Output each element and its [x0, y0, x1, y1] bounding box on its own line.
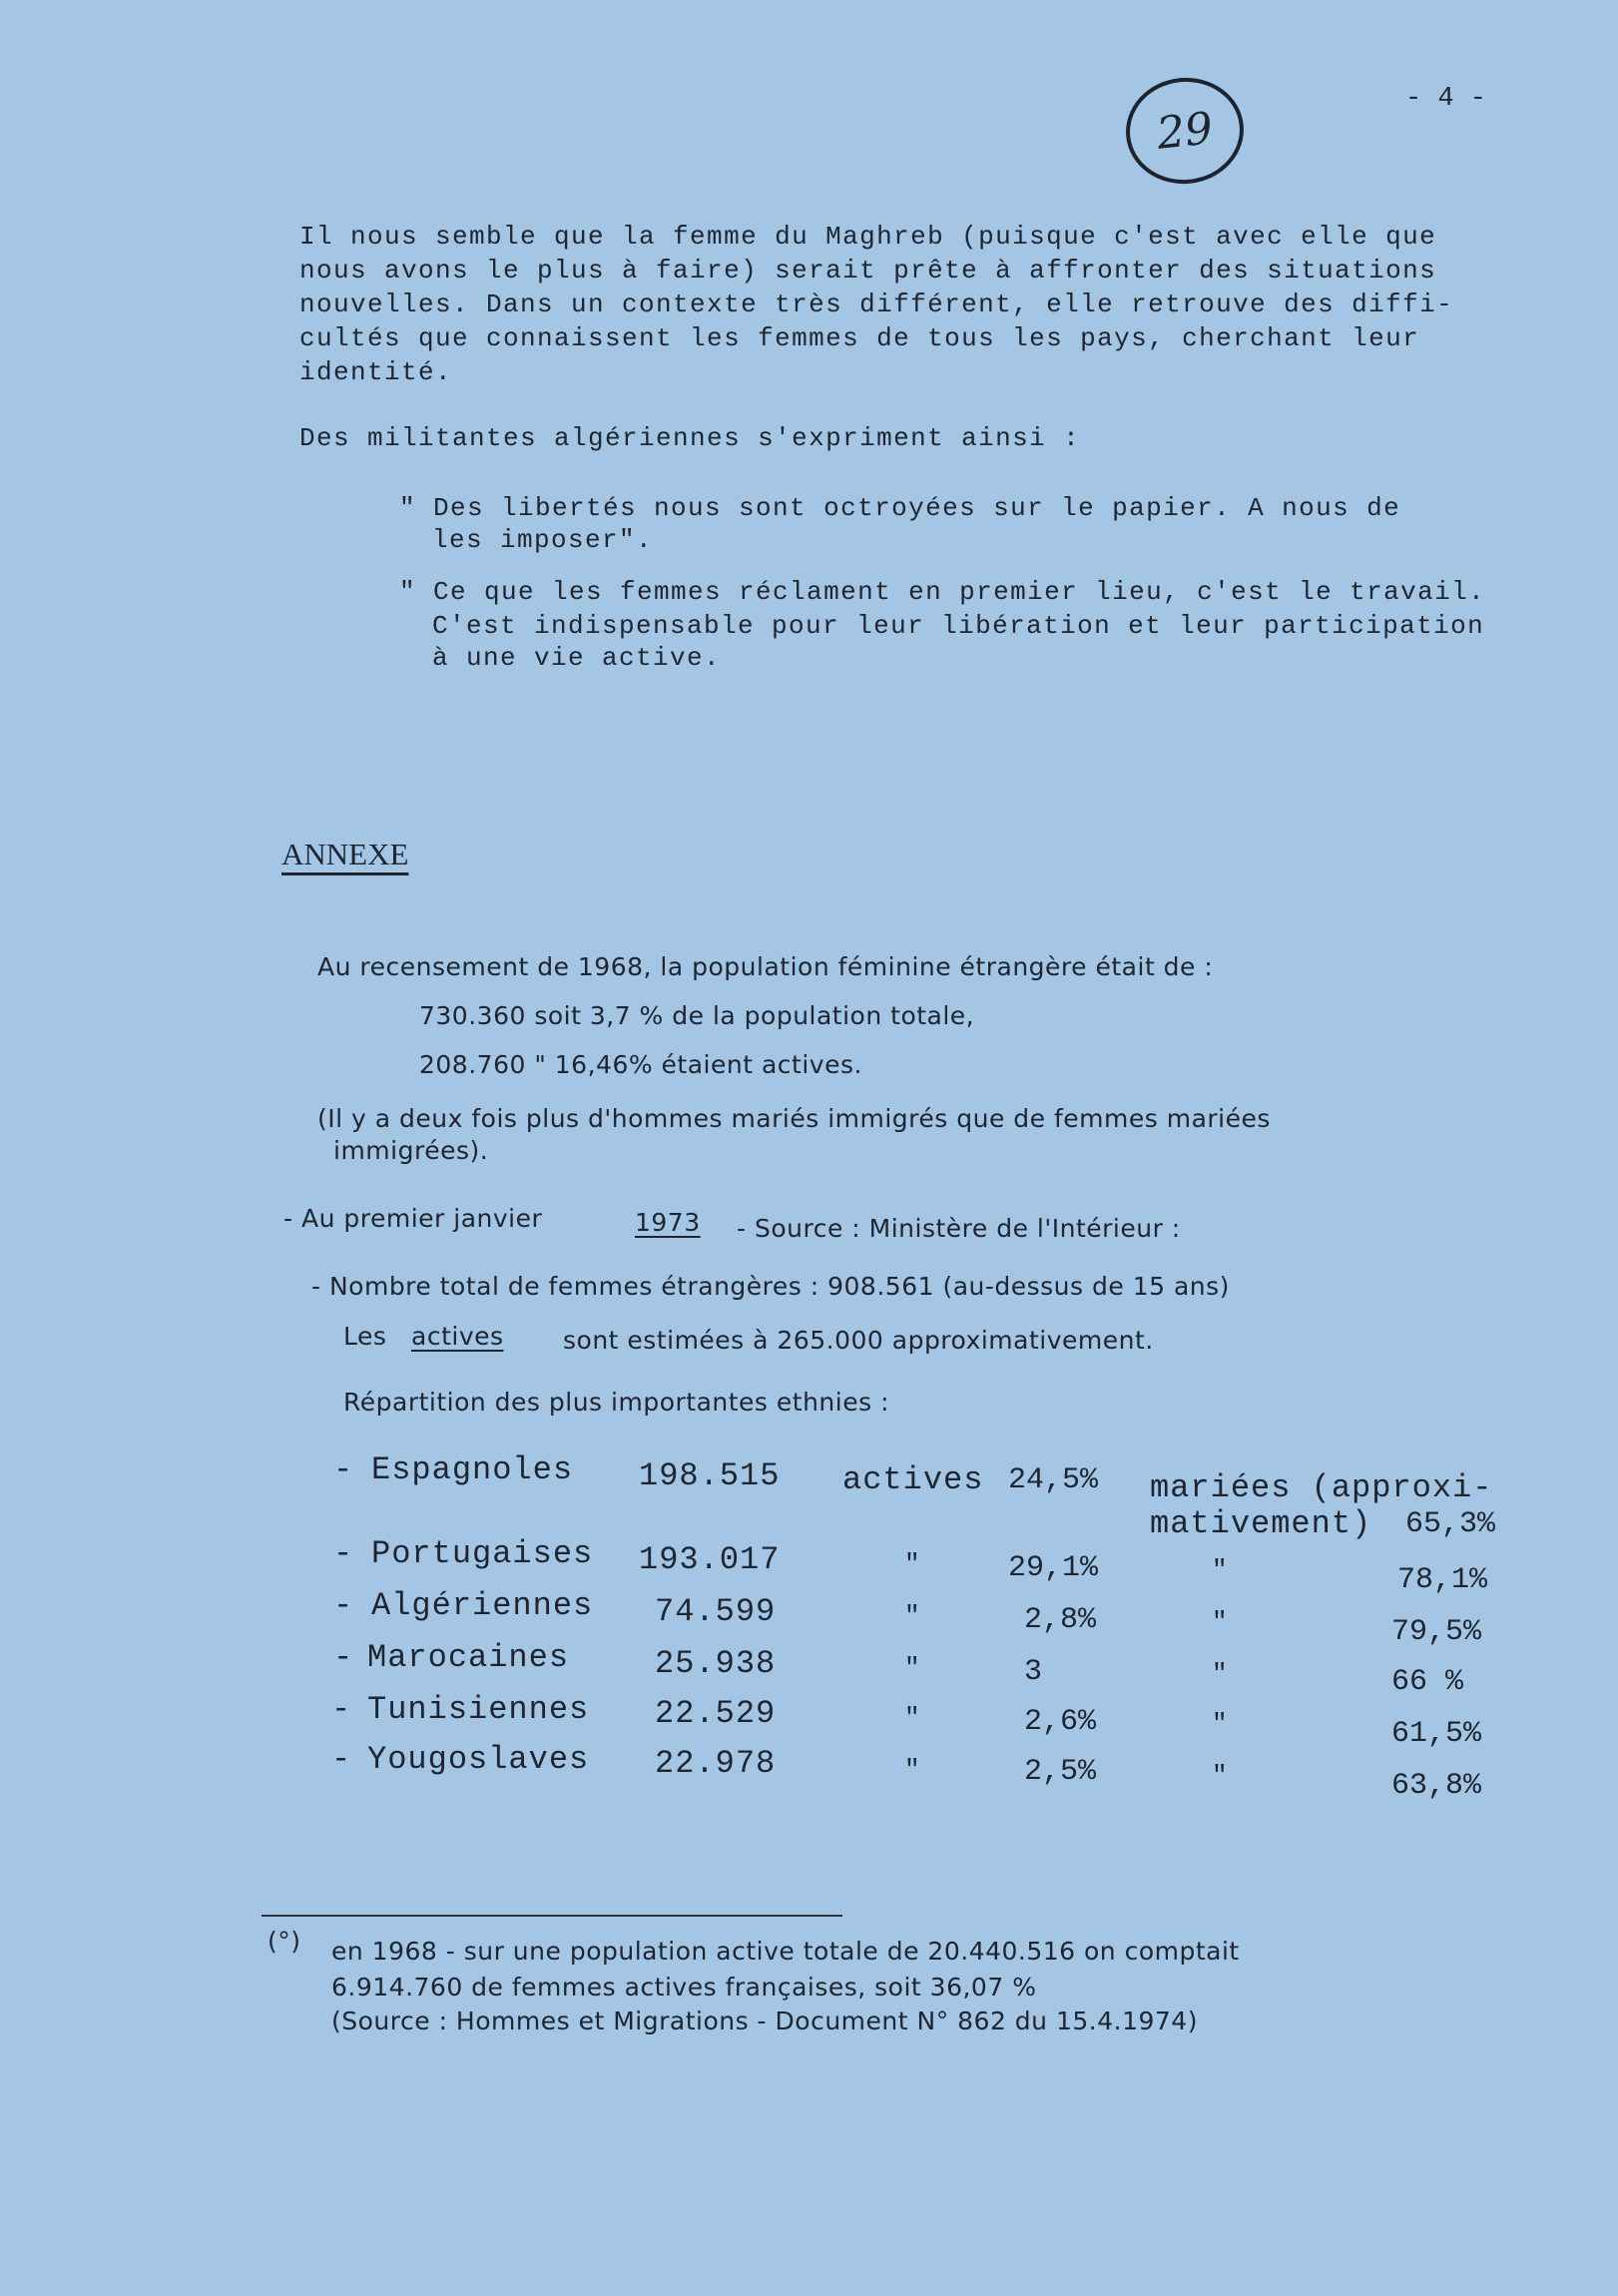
actives-pct: 2,6% [1024, 1705, 1097, 1739]
ethnie-count: 25.938 [655, 1645, 777, 1682]
actives-prefix: Les [343, 1322, 387, 1351]
ditto-mark: " [1212, 1709, 1228, 1739]
quote-line: C'est indispensable pour leur libération et leur participation [432, 611, 1485, 641]
ditto-mark: " [904, 1755, 920, 1785]
intro-line: nouvelles. Dans un contexte très différent, elle retrouve des diffi- [299, 289, 1454, 319]
mariees-pct: 79,5% [1391, 1615, 1482, 1649]
intro-line: nous avons le plus à faire) serait prête à affronter des situations [299, 256, 1437, 286]
row-dash: - [331, 1691, 352, 1728]
married-note-line: (Il y a deux fois plus d'hommes mariés immigrés que de femmes mariées [317, 1104, 1271, 1133]
actives-pct: 2,8% [1024, 1603, 1097, 1637]
mariees-pct: 78,1% [1397, 1563, 1488, 1597]
mariees-header-2: mativement) [1150, 1505, 1372, 1542]
ditto-mark: " [904, 1653, 920, 1683]
ethnie-count: 198.515 [639, 1457, 781, 1494]
footnote-line: 6.914.760 de femmes actives françaises, soit 36,07 % [331, 1973, 1037, 2002]
mariees-header-1: mariées (approxi- [1150, 1469, 1493, 1506]
page-number: - 4 - [1405, 84, 1487, 114]
ditto-mark: " [1212, 1659, 1228, 1689]
footnote-line: en 1968 - sur une population active totale de 20.440.516 on comptait [331, 1937, 1240, 1966]
intro-line: Il nous semble que la femme du Maghreb (puisque c'est avec elle que [299, 222, 1437, 252]
intro-line: cultés que connaissent les femmes de tous les pays, cherchant leur [299, 323, 1420, 353]
ditto-mark: " [1212, 1555, 1228, 1585]
annexe-heading: ANNEXE [281, 837, 409, 871]
ethnie-name: Yougoslaves [367, 1741, 590, 1778]
census-active: 208.760 " 16,46% étaient actives. [419, 1050, 862, 1079]
repartition-title: Répartition des plus importantes ethnies : [343, 1388, 889, 1417]
ditto-mark: " [1212, 1761, 1228, 1791]
ethnie-name: Tunisiennes [367, 1691, 590, 1728]
married-note-line: immigrées). [333, 1136, 489, 1165]
mariees-pct: 61,5% [1391, 1717, 1482, 1751]
total-women: - Nombre total de femmes étrangères : 908.561 (au-dessus de 15 ans) [311, 1272, 1230, 1301]
quote-line: " Des libertés nous sont octroyées sur le papier. A nous de [399, 493, 1401, 523]
quote-line: " Ce que les femmes réclament en premier lieu, c'est le travail. [399, 577, 1486, 607]
footnote-rule [262, 1915, 842, 1917]
ditto-mark: " [904, 1549, 920, 1579]
actives-header: actives [842, 1461, 984, 1498]
ditto-mark: " [1212, 1607, 1228, 1637]
jan1973-year: 1973 [635, 1208, 701, 1237]
mariees-pct: 66 % [1391, 1665, 1464, 1699]
ethnie-count: 74.599 [655, 1593, 777, 1630]
footnote-marker: (°) [268, 1927, 301, 1956]
row-dash: - [333, 1587, 354, 1624]
footnote-line: (Source : Hommes et Migrations - Document N° 862 du 15.4.1974) [331, 2007, 1198, 2035]
census-line: Au recensement de 1968, la population féminine étrangère était de : [317, 952, 1214, 981]
handwritten-folio-number: 29 [1121, 72, 1249, 190]
quote-line: à une vie active. [432, 643, 722, 673]
mariees-pct: 65,3% [1405, 1507, 1496, 1541]
intro-line: identité. [299, 357, 453, 387]
ethnie-count: 22.529 [655, 1695, 777, 1732]
census-total: 730.360 soit 3,7 % de la population totale, [419, 1001, 975, 1030]
actives-pct: 24,5% [1008, 1463, 1099, 1497]
actives-suffix: sont estimées à 265.000 approximativement. [563, 1326, 1154, 1355]
quote-line: les imposer". [432, 525, 654, 555]
row-dash: - [331, 1741, 352, 1778]
ethnie-count: 22.978 [655, 1745, 777, 1782]
ethnie-name: Espagnoles [371, 1451, 574, 1488]
actives-pct: 2,5% [1024, 1755, 1097, 1789]
jan1973-prefix: - Au premier janvier [283, 1204, 543, 1233]
ethnie-name: Portugaises [371, 1535, 594, 1572]
militantes-intro: Des militantes algériennes s'expriment ainsi : [299, 423, 1081, 453]
row-dash: - [333, 1451, 354, 1488]
row-dash: - [333, 1535, 354, 1572]
jan1973-source: - Source : Ministère de l'Intérieur : [737, 1214, 1181, 1243]
actives-pct: 29,1% [1008, 1551, 1099, 1585]
actives-pct: 3 [1024, 1655, 1043, 1689]
ethnie-count: 193.017 [639, 1541, 781, 1578]
ethnie-name: Algériennes [371, 1587, 594, 1624]
row-dash: - [333, 1639, 354, 1676]
ditto-mark: " [904, 1601, 920, 1631]
actives-word: actives [411, 1322, 504, 1351]
mariees-pct: 63,8% [1391, 1769, 1482, 1803]
ditto-mark: " [904, 1703, 920, 1733]
ethnie-name: Marocaines [367, 1639, 570, 1676]
